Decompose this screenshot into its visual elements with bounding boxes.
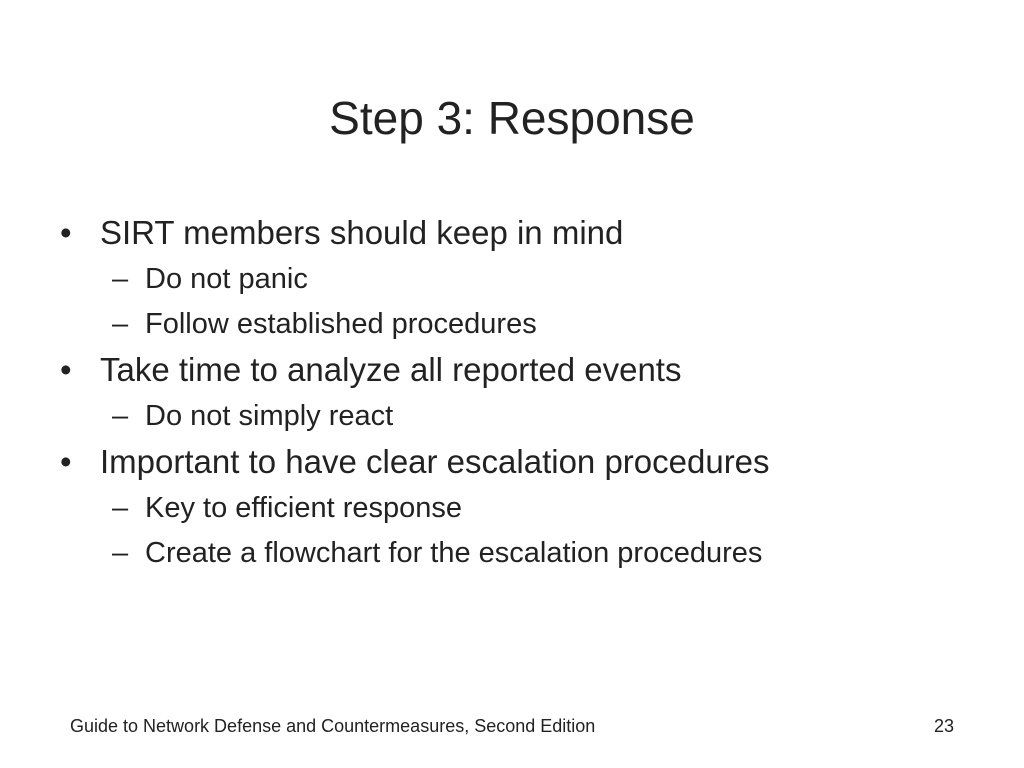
sub-bullet-marker: –	[112, 492, 129, 524]
bullet-item	[60, 212, 980, 259]
bullet-list	[60, 212, 980, 578]
sub-bullet-item	[60, 533, 980, 578]
bullet-marker: •	[60, 443, 72, 480]
sub-bullet-marker: –	[112, 308, 129, 340]
bullet-item	[60, 349, 980, 396]
page-number: 23	[933, 716, 954, 736]
bullet-text: Important to have clear escalation procedures	[100, 443, 770, 480]
bullet-text: SIRT members should keep in mind	[100, 214, 624, 251]
sub-bullet-marker: –	[112, 400, 129, 432]
footer-source: Guide to Network Defense and Countermeasures, Second Edition	[70, 716, 596, 736]
sub-bullet-text: Do not simply react	[145, 400, 394, 432]
sub-bullet-item	[60, 304, 980, 349]
bullet-marker: •	[60, 351, 72, 388]
sub-bullet-item	[60, 396, 980, 441]
bullet-item	[60, 441, 980, 488]
slide-title: Step 3: Response	[329, 92, 695, 144]
sub-bullet-text: Follow established procedures	[145, 308, 537, 340]
sub-bullet-text: Create a flowchart for the escalation procedures	[145, 537, 763, 569]
bullet-marker: •	[60, 214, 72, 251]
sub-bullet-item	[60, 488, 980, 533]
sub-bullet-text: Key to efficient response	[145, 492, 463, 524]
bullet-text: Take time to analyze all reported events	[100, 351, 682, 388]
sub-bullet-text: Do not panic	[145, 263, 308, 295]
sub-bullet-marker: –	[112, 263, 129, 295]
sub-bullet-item	[60, 259, 980, 304]
sub-bullet-marker: –	[112, 537, 129, 569]
